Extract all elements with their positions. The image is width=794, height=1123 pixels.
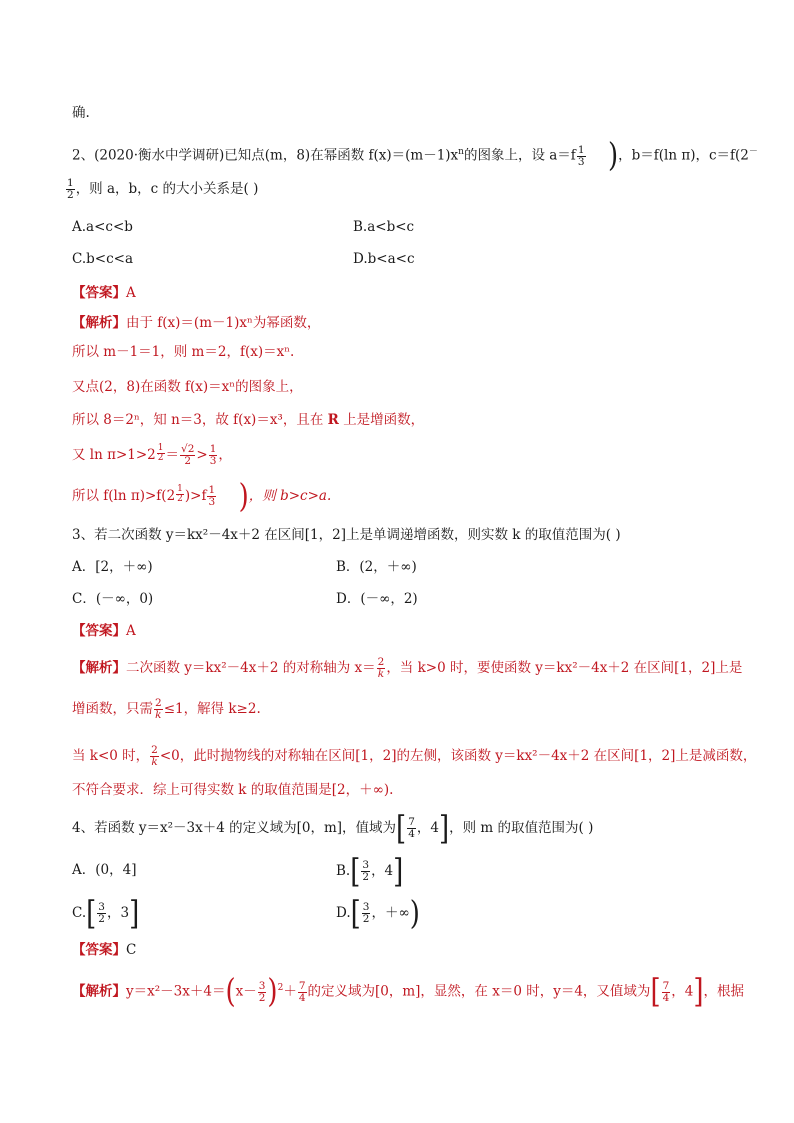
q3-a1-post: ，当 k>0 时，要使函数 y＝kx²－4x＋2 在区间[1，2]上是 (386, 660, 743, 676)
q2-option-b: B.a<b<c (353, 219, 415, 235)
q3-a3-frac: $\frac{2}{k}$ (151, 744, 158, 768)
q2-cont-frac-num: 1 (67, 177, 74, 189)
q4-a1-post: 的定义域为[0，m]，显然，在 x＝0 时，y＝4，又值域为 (307, 983, 651, 1000)
q4-optB-num: 3 (362, 859, 370, 871)
q3-a2-pre: 增函数，只需 (72, 701, 153, 717)
q3-a2-frac: $\frac{2}{k}$ (155, 697, 162, 721)
q2-analysis-text-5: 又 ln π>1>2 (72, 447, 156, 463)
q3-analysis-1 (72, 657, 742, 680)
q2-third-frac: $\frac{1}{3}$ (209, 443, 217, 467)
q2-analysis-text-4b: 上是增函数， (343, 412, 425, 428)
q4-option-b: B.[ $\frac{3}{2}$ ，4] (336, 852, 404, 891)
q3-analysis-label: 【解析】 (72, 660, 126, 676)
q2-root-den: 2 (184, 455, 192, 467)
q2-answer-label: 【答案】 (72, 285, 126, 301)
q2-cont-frac-den: 2 (67, 189, 74, 201)
q4-a1-pre: y＝x²－3x＋4＝ (126, 983, 226, 1000)
q2-answer (72, 283, 136, 303)
q2-option-c: C.b<c<a (72, 251, 134, 267)
q2-option-d: D.b<a<c (353, 251, 415, 267)
q2-neg-half-2: $\frac{1}{2}$ (177, 484, 183, 504)
q4-optD-pre: D. (336, 905, 351, 921)
q4-answer-label: 【答案】 (72, 942, 126, 958)
q4-a1-frac: $\frac{3}{2}$ (258, 979, 266, 1004)
q2-frac-den: 3 (577, 155, 585, 168)
q4-range-den: 4 (408, 828, 415, 840)
q4-optB-pre: B. (336, 863, 351, 879)
q4-optB-frac (361, 860, 370, 883)
q3-a2-post: ≤1，解得 k≥2. (163, 701, 261, 717)
q2-lead: 2、(2020·衡水中学调研)已知点(m，8)在幂函数 f(x)＝(m－1)x (72, 147, 459, 164)
q2-analysis-gtf: )>f (184, 488, 207, 504)
q3-option-b: B．(2，＋∞) (336, 559, 417, 575)
q2-exp: n (458, 147, 464, 157)
q2-analysis-r: R (327, 412, 339, 428)
q2-answer-value: A (126, 285, 136, 301)
q4-answer (72, 940, 136, 960)
q4-a1-mid: x－ (235, 983, 257, 1000)
q4-a1-sq: 2 (277, 983, 284, 993)
q4-range-post: ，4 (416, 820, 439, 836)
q2-analysis-text-6: 所以 f(ln π)>f(2 (72, 488, 176, 504)
q3-a1-num: 2 (377, 656, 385, 668)
q3-option-c: C．(－∞，0) (72, 591, 154, 607)
q2-frac (577, 145, 586, 168)
q2-neg-half: $\frac{1}{2}$ (157, 443, 164, 463)
q3-a1-frac (377, 657, 386, 680)
q2-analysis-conclusion: ，则 b>c>a. (248, 488, 332, 504)
q4-option-d: D.[ $\frac{3}{2}$ ，＋∞) (336, 894, 420, 933)
q4-stem: 4、若函数 y＝x²－3x＋4 的定义域为[0，m]，值域为[ $\frac{7}{4}$ ，4]，则 m 的取值范围为( ) (72, 809, 594, 848)
q2-analysis-5: 又 ln π>1>2 $\frac{1}{2}$ ＝ $\frac{√2}{2}$ > $\frac{1}{3}$ ， (72, 443, 232, 467)
q2-mid: 的图象上，设 a＝f (463, 147, 576, 164)
q2-mid3: － (748, 147, 758, 157)
q4-a1-frac2: $\frac{7}{4}$ (298, 979, 306, 1004)
q4-stem-post: ，则 m 的取值范围为( ) (449, 820, 594, 836)
q4-analysis-1: 【解析】y＝x²－3x＋4＝(x－ $\frac{3}{2}$ )$^2$＋ $\frac{7}{4}$ 的定义域为[0，m]，显然，在 x＝0 时，y＝4，又值域为[ $\frac{7}{4}$ ，4]，根据 (72, 973, 745, 1011)
q2-analysis-text-4: 所以 8＝2ⁿ，知 n＝3，故 f(x)＝x³，且在 (72, 412, 324, 428)
q3-answer (72, 621, 136, 641)
q4-optC-pre: C. (72, 905, 87, 921)
q2-analysis-4 (72, 410, 424, 430)
q4-range-num: 7 (408, 816, 415, 828)
q2-stem: 2、(2020·衡水中学调研)已知点(m，8)在幂函数 $f(x)=(m-1)x^n$的图象上，设 a＝f $\frac{1}{3}$ )，b＝f(ln π)，c＝f(2－ (72, 137, 758, 175)
q3-option-a: A．[2，＋∞) (72, 559, 153, 575)
q4-optB-post: ，4 (371, 863, 394, 879)
q4-answer-value: C (126, 942, 137, 958)
q4-stem-pre: 4、若函数 y＝x²－3x＋4 的定义域为[0，m]，值域为 (72, 820, 397, 836)
q2-frac-num: 1 (577, 143, 585, 156)
top-fragment: 确. (72, 105, 90, 121)
q4-optC-frac: $\frac{3}{2}$ (98, 901, 105, 925)
q4-a1-plus: ＋ (283, 983, 297, 1000)
q4-optD-post: ，＋∞ (371, 905, 410, 921)
q4-optC-post: ，3 (106, 905, 130, 921)
q4-analysis-label: 【解析】 (72, 983, 126, 1000)
q2-analysis-gt: > (196, 447, 208, 463)
q2-analysis-eq: ＝ (165, 447, 180, 463)
q3-a3-post: <0，此时抛物线的对称轴在区间[1，2]的左侧，该函数 y＝kx²－4x＋2 在区间[1，2]上是减函数， (159, 748, 757, 764)
q2-analysis-3: 又点(2，8)在函数 f(x)＝xⁿ的图象上， (72, 379, 303, 395)
q2-mid2: ，b＝f(ln π)，c＝f(2 (618, 147, 749, 164)
q4-optB-den: 2 (362, 871, 370, 883)
q2-option-a: A.a<c<b (72, 219, 133, 235)
q3-answer-value: A (126, 623, 136, 639)
q3-stem: 3、若二次函数 y＝kx²－4x＋2 在区间[1，2]上是单调递增函数，则实数 k 的取值范围为( ) (72, 527, 621, 543)
q3-a3-pre: 当 k<0 时， (72, 748, 150, 764)
q4-a1-range-frac: $\frac{7}{4}$ (662, 979, 670, 1004)
q2-analysis-1 (72, 313, 320, 333)
q3-a1-pre: 二次函数 y＝kx²－4x＋2 的对称轴为 x＝ (126, 660, 376, 676)
q3-option-d: D．(－∞，2) (336, 591, 418, 607)
q2-analysis-text-1: 由于 f(x)＝(m－1)xⁿ为幂函数， (126, 315, 321, 331)
q2-root-num: √2 (181, 443, 195, 455)
q3-analysis-2 (72, 698, 261, 721)
q2-tail: ，则 a，b，c 的大小关系是( ) (75, 181, 259, 197)
q3-analysis-4: 不符合要求．综上可得实数 k 的取值范围是[2，＋∞). (72, 782, 394, 798)
q2-analysis-label: 【解析】 (72, 315, 126, 331)
q2-stem-cont (67, 177, 259, 201)
q2-third-frac-2: $\frac{1}{3}$ (208, 484, 216, 508)
q4-option-c: C.[ $\frac{3}{2}$ ，3] (72, 894, 140, 933)
q2-analysis-6: 所以 f(ln π)>f(2 $\frac{1}{2}$ )>f $\frac{1}{3}$ )，则 b>c>a. (72, 477, 332, 516)
q3-a1-den: k (377, 668, 385, 680)
q3-analysis-3 (72, 745, 756, 768)
q4-option-a: A．(0，4] (72, 862, 137, 878)
q4-optD-frac: $\frac{3}{2}$ (362, 901, 370, 925)
q2-cont-frac (66, 178, 75, 201)
q4-a1-end: ，根据 (703, 983, 745, 1000)
q2-analysis-2: 所以 m－1＝1，则 m＝2，f(x)＝xⁿ. (72, 344, 295, 360)
q3-answer-label: 【答案】 (72, 623, 126, 639)
q2-root-frac (180, 444, 195, 467)
q4-range-frac (407, 817, 416, 840)
